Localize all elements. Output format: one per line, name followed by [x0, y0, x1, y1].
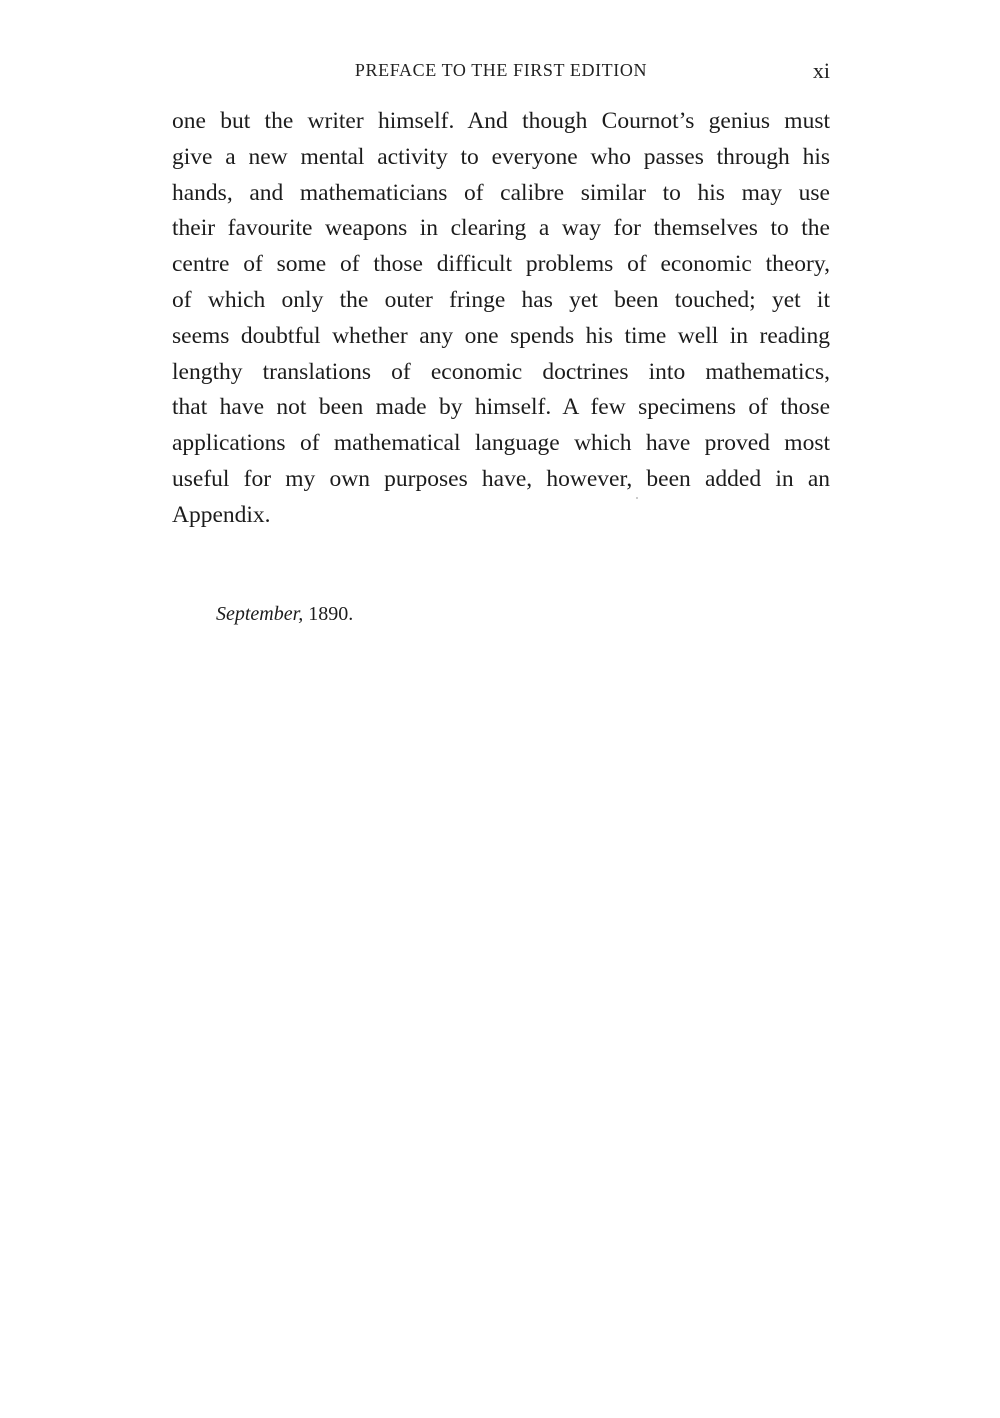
- running-header: [172, 58, 830, 86]
- preface-paragraph: [172, 104, 830, 534]
- text-line: Appendix.: [172, 501, 271, 528]
- print-speck: [636, 497, 638, 499]
- text-line: centre of some of those difficult problems of economic theory,: [172, 251, 830, 278]
- text-line: one but the writer himself. And though Cournot’s genius must: [172, 108, 830, 134]
- text-line: their favourite weapons in clearing a way for themselves to the: [172, 215, 830, 242]
- signature-month: September,: [216, 603, 304, 625]
- running-title: PREFACE TO THE FIRST EDITION: [354, 60, 648, 80]
- signature-year: 1890.: [308, 603, 354, 625]
- text-line: give a new mental activity to everyone who passes through his: [172, 143, 830, 170]
- text-line: that have not been made by himself. A few specimens of those: [172, 394, 830, 421]
- text-line: useful for my own purposes have, however, been added in an: [172, 465, 830, 492]
- text-line: seems doubtful whether any one spends his time well in reading: [172, 322, 830, 349]
- date-signature: [216, 603, 353, 626]
- text-line: lengthy translations of economic doctrines into mathematics,: [172, 358, 830, 385]
- text-line: applications of mathematical language which have proved most: [172, 430, 830, 457]
- text-line: hands, and mathematicians of calibre similar to his may use: [172, 179, 830, 206]
- page-number: xi: [812, 58, 830, 83]
- text-line: of which only the outer fringe has yet been touched; yet it: [172, 286, 830, 313]
